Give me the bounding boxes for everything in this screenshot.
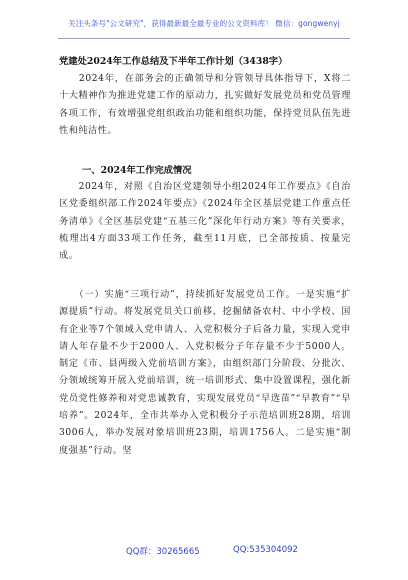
footer-qq-group [126, 545, 200, 557]
header-banner: 关注头条号"公文研究"，获得最新最全最专业的公文资料库！ 微信：gongwenyj [68, 19, 340, 28]
section-heading-1: 一、2024年工作完成情况 [82, 165, 192, 176]
footer-qq-contact [233, 545, 298, 555]
header-divider [58, 38, 350, 39]
document-title: 党建处2024年工作总结及下半年工作计划（3438字） [59, 56, 288, 67]
qq-group-label: QQ群： [126, 547, 157, 557]
section-1-paragraph-1: 2024年，对照《自治区党建领导小组2024年工作要点》《自治区党委组织部工作2024年要点》《2024年全区基层党建工作重点任务清单》《全区基层党建“五基三化”深化年行动方案》等有关要求，梳理出4方面33项工作任务，截至11月底，已全部按质、按量完成。 [59, 182, 351, 262]
qq-label: QQ: [233, 545, 250, 555]
section-1-paragraph-2: （一）实施“三项行动”，持续抓好发展党员工作。一是实施“扩源提质”行动。将发展党员关口前移，挖掘储备农村、中小学校、国有企业等7个领域入党申请人、入党积极分子后备力量，实现入党申请人年存量不少于2000人、入党积极分子年存量不少于5000人。制定《市、县两级入党前培训方案》，由组织部门分阶段、分批次、分领域统筹开展入党前培训，统一培训形式、集中设置课程，强化新党员党性修养和对党忠诚教育，实现发展党员“早选苗”“早教育”“早培养”。2024年，全市共举办入党积极分子示范培训班28期，培训3006人，举办发展对象培训班23期，培训1756人。二是实施“制度强基”行动。坚 [59, 290, 351, 456]
qq-group-number: 30265665 [156, 547, 200, 557]
qq-number: 535304092 [249, 545, 298, 555]
intro-paragraph: 2024年，在部务会的正确领导和分管领导具体指导下，X将二十大精神作为推进党建工作的原动力，扎实做好发展党员和党员管理各项工作，有效增强党组织政治功能和组织功能，保持党员队伍先进性和纯洁性。 [59, 74, 351, 136]
